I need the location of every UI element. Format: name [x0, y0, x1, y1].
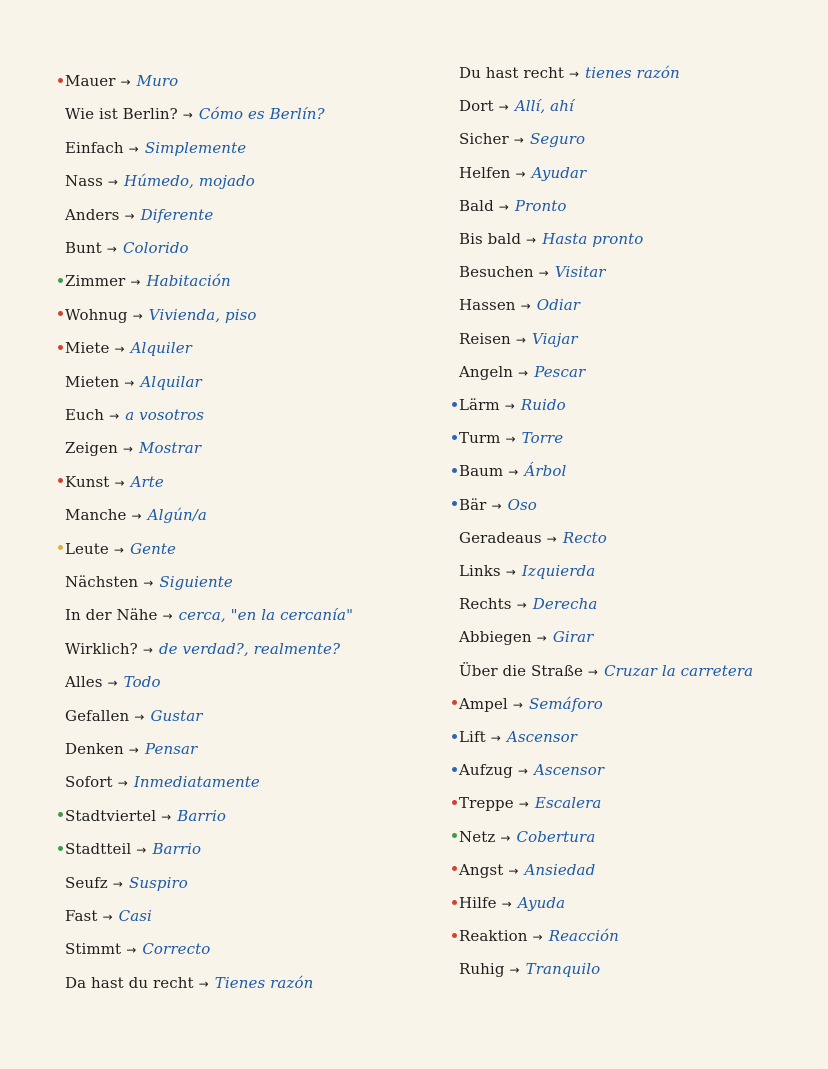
- vocab-entry: [452, 493, 537, 517]
- bullet-dot-icon: [58, 879, 63, 884]
- bullet-dot-icon: [452, 402, 457, 407]
- german-word: Anders: [65, 205, 120, 224]
- arrow-right-icon: →: [500, 830, 511, 845]
- bullet-dot-icon: [452, 601, 457, 606]
- vocab-entry: [452, 94, 574, 118]
- bullet-dot-icon: [58, 78, 63, 83]
- german-word: Hassen: [459, 296, 516, 315]
- vocab-entry: [58, 336, 192, 360]
- vocab-entry: [452, 858, 595, 882]
- spanish-translation: Odiar: [536, 296, 581, 315]
- vocab-entry: [58, 303, 257, 327]
- bullet-dot-icon: [58, 412, 63, 417]
- vocab-entry: [58, 69, 178, 93]
- vocab-entry: [452, 825, 595, 849]
- spanish-translation: Tienes razón: [214, 973, 314, 992]
- vocab-entry: [58, 670, 161, 694]
- bullet-dot-icon: [58, 846, 63, 851]
- german-word: Links: [459, 562, 501, 580]
- spanish-translation: Allí, ahí: [514, 97, 574, 116]
- spanish-translation: Ayuda: [517, 894, 566, 912]
- spanish-translation: Algún/a: [147, 506, 207, 525]
- bullet-dot-icon: [452, 767, 457, 772]
- bullet-dot-icon: [58, 278, 63, 283]
- arrow-right-icon: →: [509, 963, 520, 978]
- german-word: Bald: [459, 196, 494, 215]
- bullet-dot-icon: [58, 946, 63, 951]
- arrow-right-icon: →: [198, 976, 209, 991]
- spanish-translation: Cobertura: [516, 827, 596, 846]
- arrow-right-icon: →: [513, 133, 524, 148]
- arrow-right-icon: →: [114, 342, 125, 357]
- german-word: Bunt: [65, 239, 102, 257]
- bullet-dot-icon: [58, 445, 63, 450]
- german-word: Reaktion: [459, 927, 528, 946]
- arrow-right-icon: →: [536, 631, 547, 646]
- german-word: Stimmt: [65, 940, 122, 959]
- vocab-entry: [452, 393, 566, 417]
- german-word: Ruhig: [459, 960, 505, 979]
- bullet-dot-icon: [452, 534, 457, 539]
- spanish-translation: Pronto: [514, 196, 567, 215]
- arrow-right-icon: →: [161, 809, 172, 824]
- vocab-entry: [452, 791, 601, 815]
- spanish-translation: Torre: [521, 429, 564, 448]
- vocab-entry: [452, 592, 597, 616]
- spanish-translation: a vosotros: [125, 406, 205, 424]
- spanish-translation: Oso: [507, 495, 537, 514]
- arrow-right-icon: →: [117, 776, 128, 791]
- bullet-dot-icon: [452, 236, 457, 241]
- bullet-dot-icon: [452, 634, 457, 639]
- arrow-right-icon: →: [136, 843, 147, 858]
- spanish-translation: Escalera: [534, 794, 602, 813]
- vocab-entry: [58, 102, 325, 126]
- german-word: Abbiegen: [459, 628, 532, 647]
- german-word: Stadtteil: [65, 840, 132, 859]
- german-word: Bis bald: [459, 230, 522, 248]
- arrow-right-icon: →: [107, 175, 119, 190]
- vocab-entry: [58, 637, 340, 661]
- bullet-dot-icon: [58, 679, 63, 684]
- vocab-entry: [58, 570, 233, 594]
- bullet-dot-icon: [58, 545, 63, 550]
- bullet-dot-icon: [58, 111, 63, 116]
- arrow-right-icon: →: [518, 797, 529, 812]
- bullet-dot-icon: [58, 478, 63, 483]
- vocab-entry: [58, 370, 202, 394]
- arrow-right-icon: →: [126, 943, 137, 958]
- german-word: Nächsten: [65, 573, 139, 591]
- bullet-dot-icon: [452, 800, 457, 805]
- bullet-dot-icon: [452, 833, 457, 838]
- arrow-right-icon: →: [130, 275, 141, 290]
- spanish-translation: Ascensor: [533, 761, 605, 780]
- vocab-entry: [58, 470, 164, 494]
- vocab-entry: [452, 526, 607, 550]
- arrow-right-icon: →: [512, 697, 523, 712]
- arrow-right-icon: →: [490, 731, 501, 745]
- bullet-dot-icon: [452, 933, 457, 938]
- bullet-dot-icon: [452, 468, 457, 473]
- german-word: Lärm: [459, 396, 500, 414]
- german-word: In der Nähe: [65, 606, 158, 625]
- german-word: Treppe: [459, 794, 514, 813]
- arrow-right-icon: →: [508, 465, 519, 480]
- arrow-right-icon: →: [505, 565, 516, 579]
- spanish-translation: Diferente: [140, 205, 214, 224]
- vocab-entry: [58, 203, 213, 227]
- spanish-translation: Correcto: [142, 940, 211, 959]
- arrow-right-icon: →: [517, 764, 528, 779]
- arrow-right-icon: →: [501, 897, 512, 911]
- arrow-right-icon: →: [526, 233, 537, 247]
- vocab-entry: [452, 426, 563, 450]
- bullet-dot-icon: [452, 900, 457, 905]
- arrow-right-icon: →: [516, 598, 527, 613]
- spanish-translation: Cruzar la carretera: [604, 661, 754, 680]
- german-word: Wie ist Berlin?: [65, 105, 178, 124]
- arrow-right-icon: →: [515, 332, 526, 347]
- bullet-dot-icon: [452, 734, 457, 739]
- bullet-dot-icon: [452, 501, 457, 506]
- bullet-dot-icon: [58, 746, 63, 751]
- spanish-translation: Pescar: [534, 362, 586, 381]
- bullet-dot-icon: [58, 144, 63, 149]
- spanish-translation: Derecha: [532, 595, 598, 614]
- bullet-dot-icon: [452, 435, 457, 440]
- arrow-right-icon: →: [112, 876, 123, 891]
- arrow-right-icon: →: [124, 208, 135, 223]
- bullet-dot-icon: [452, 70, 457, 75]
- german-word: Hilfe: [459, 894, 497, 912]
- arrow-right-icon: →: [504, 399, 515, 413]
- german-word: Da hast du recht: [65, 973, 194, 992]
- spanish-translation: Árbol: [524, 462, 567, 481]
- bullet-dot-icon: [452, 866, 457, 871]
- arrow-right-icon: →: [498, 199, 509, 214]
- arrow-right-icon: →: [113, 542, 125, 557]
- spanish-translation: Reacción: [548, 927, 619, 946]
- spanish-translation: Habitación: [146, 272, 231, 291]
- bullet-dot-icon: [58, 512, 63, 517]
- german-word: Nass: [65, 172, 103, 191]
- german-word: Bär: [459, 495, 487, 514]
- spanish-translation: Barrio: [177, 806, 227, 825]
- spanish-translation: Recto: [562, 528, 607, 547]
- arrow-right-icon: →: [182, 108, 193, 123]
- spanish-translation: Muro: [136, 72, 179, 90]
- bullet-dot-icon: [58, 645, 63, 650]
- bullet-dot-icon: [58, 812, 63, 817]
- bullet-dot-icon: [58, 913, 63, 918]
- bullet-dot-icon: [452, 302, 457, 307]
- spanish-translation: Izquierda: [521, 562, 596, 580]
- spanish-translation: Girar: [552, 628, 594, 647]
- arrow-right-icon: →: [587, 664, 599, 679]
- arrow-right-icon: →: [508, 863, 519, 878]
- spanish-translation: Alquiler: [130, 339, 192, 358]
- arrow-right-icon: →: [491, 498, 502, 513]
- spanish-translation: Hasta pronto: [542, 230, 644, 248]
- bullet-dot-icon: [452, 269, 457, 274]
- german-word: Wohnug: [65, 305, 128, 324]
- arrow-right-icon: →: [538, 266, 549, 281]
- vocab-entry: [58, 436, 201, 460]
- vocab-entry: [452, 758, 604, 782]
- vocab-entry: [452, 957, 600, 981]
- arrow-right-icon: →: [518, 365, 529, 380]
- vocab-entry: [58, 269, 231, 293]
- german-word: Zeigen: [65, 439, 118, 458]
- german-word: Sofort: [65, 773, 113, 792]
- german-word: Mauer: [65, 72, 116, 90]
- arrow-right-icon: →: [515, 166, 526, 181]
- spanish-translation: de verdad?, realmente?: [158, 639, 341, 658]
- vocab-entry: [58, 837, 201, 861]
- arrow-right-icon: →: [143, 576, 154, 590]
- bullet-dot-icon: [452, 700, 457, 705]
- arrow-right-icon: →: [107, 676, 118, 691]
- spanish-translation: Semáforo: [529, 694, 603, 713]
- arrow-right-icon: →: [546, 531, 557, 546]
- german-word: Mieten: [65, 372, 120, 391]
- spanish-translation: Casi: [118, 907, 152, 925]
- arrow-right-icon: →: [131, 509, 142, 524]
- vocab-entry: [452, 360, 585, 384]
- arrow-right-icon: →: [520, 299, 531, 314]
- vocab-entry: [452, 127, 585, 151]
- spanish-translation: Todo: [123, 673, 161, 692]
- german-word: Euch: [65, 406, 105, 424]
- bullet-dot-icon: [452, 103, 457, 108]
- spanish-translation: Siguiente: [159, 573, 233, 591]
- vocab-entry: [452, 692, 603, 716]
- arrow-right-icon: →: [102, 910, 113, 924]
- arrow-right-icon: →: [569, 67, 580, 81]
- spanish-translation: Barrio: [152, 840, 202, 859]
- spanish-translation: tienes razón: [585, 64, 680, 82]
- spanish-translation: Ascensor: [506, 728, 578, 746]
- vocab-entry: [58, 169, 255, 193]
- vocab-entry: [58, 904, 152, 928]
- german-word: Wirklich?: [65, 639, 138, 658]
- spanish-translation: Ayudar: [531, 163, 587, 182]
- bullet-dot-icon: [58, 345, 63, 350]
- spanish-translation: Gente: [130, 539, 176, 558]
- german-word: Gefallen: [65, 706, 130, 725]
- arrow-right-icon: →: [134, 709, 145, 724]
- arrow-right-icon: →: [498, 100, 509, 115]
- bullet-dot-icon: [452, 568, 457, 573]
- arrow-right-icon: →: [132, 308, 143, 323]
- german-word: Netz: [459, 827, 496, 846]
- german-word: Lift: [459, 728, 486, 746]
- arrow-right-icon: →: [114, 475, 125, 490]
- bullet-dot-icon: [58, 245, 63, 250]
- german-word: Sicher: [459, 130, 509, 149]
- spanish-translation: Húmedo, mojado: [124, 172, 255, 191]
- bullet-dot-icon: [452, 169, 457, 174]
- arrow-right-icon: →: [122, 442, 133, 457]
- vocab-entry: [58, 971, 313, 995]
- arrow-right-icon: →: [128, 141, 139, 156]
- vocab-entry: [452, 194, 567, 218]
- german-word: Turm: [459, 429, 501, 448]
- vocab-entry: [452, 459, 566, 483]
- spanish-translation: Simplemente: [144, 138, 247, 157]
- bullet-dot-icon: [452, 667, 457, 672]
- german-word: Miete: [65, 339, 110, 358]
- german-word: Manche: [65, 506, 127, 525]
- spanish-translation: Alquilar: [140, 372, 202, 391]
- german-word: Rechts: [459, 595, 512, 614]
- vocab-entry: [452, 227, 643, 251]
- german-word: Ampel: [459, 694, 508, 713]
- vocab-entry: [58, 236, 189, 260]
- bullet-dot-icon: [58, 311, 63, 316]
- german-word: Alles: [65, 673, 103, 692]
- bullet-dot-icon: [452, 136, 457, 141]
- vocab-entry: [58, 704, 203, 728]
- bullet-dot-icon: [58, 211, 63, 216]
- vocab-entry: [58, 937, 210, 961]
- bullet-dot-icon: [58, 378, 63, 383]
- vocab-entry: [452, 659, 753, 683]
- spanish-translation: Seguro: [529, 130, 586, 149]
- arrow-right-icon: →: [106, 242, 117, 256]
- spanish-translation: Suspiro: [128, 873, 188, 892]
- vocab-entry: [452, 725, 577, 749]
- vocab-entry: [452, 161, 586, 185]
- spanish-translation: Gustar: [150, 706, 203, 725]
- spanish-translation: Inmediatamente: [133, 773, 260, 792]
- spanish-translation: Mostrar: [139, 439, 202, 458]
- vocab-entry: [452, 260, 606, 284]
- vocab-entry: [452, 327, 578, 351]
- vocab-entry: [58, 603, 353, 627]
- bullet-dot-icon: [58, 178, 63, 183]
- spanish-translation: Vivienda, piso: [148, 305, 257, 324]
- german-word: Einfach: [65, 138, 124, 157]
- german-word: Fast: [65, 907, 98, 925]
- vocab-entry: [58, 804, 226, 828]
- german-word: Helfen: [459, 163, 511, 182]
- bullet-dot-icon: [58, 979, 63, 984]
- german-word: Angeln: [459, 362, 514, 381]
- vocab-entry: [58, 871, 188, 895]
- bullet-dot-icon: [58, 779, 63, 784]
- bullet-dot-icon: [452, 368, 457, 373]
- bullet-dot-icon: [452, 202, 457, 207]
- vocab-entry: [58, 737, 197, 761]
- german-word: Leute: [65, 539, 109, 558]
- spanish-translation: Ruido: [520, 396, 566, 414]
- spanish-translation: Ansiedad: [524, 860, 596, 879]
- vocab-entry: [452, 891, 565, 915]
- german-word: Du hast recht: [459, 64, 564, 82]
- spanish-translation: Visitar: [554, 263, 606, 282]
- spanish-translation: Cómo es Berlín?: [198, 105, 325, 124]
- arrow-right-icon: →: [142, 642, 153, 657]
- bullet-dot-icon: [452, 335, 457, 340]
- german-word: Besuchen: [459, 263, 534, 282]
- bullet-dot-icon: [452, 966, 457, 971]
- german-word: Denken: [65, 740, 124, 758]
- arrow-right-icon: →: [128, 743, 139, 757]
- german-word: Dort: [459, 97, 494, 116]
- german-word: Reisen: [459, 329, 511, 348]
- vocab-entry: [58, 537, 176, 561]
- spanish-translation: Viajar: [531, 329, 578, 348]
- german-word: Geradeaus: [459, 528, 542, 547]
- german-word: Stadtviertel: [65, 806, 157, 825]
- vocab-entry: [452, 924, 619, 948]
- spanish-translation: Tranquilo: [525, 960, 601, 979]
- spanish-translation: Pensar: [144, 740, 198, 758]
- arrow-right-icon: →: [505, 432, 516, 447]
- vocab-entry: [452, 61, 680, 85]
- arrow-right-icon: →: [532, 930, 543, 945]
- german-word: Baum: [459, 462, 504, 481]
- bullet-dot-icon: [58, 712, 63, 717]
- german-word: Über die Straße: [459, 661, 583, 680]
- vocab-entry: [452, 559, 595, 583]
- vocab-entry: [58, 770, 260, 794]
- arrow-right-icon: →: [109, 409, 120, 423]
- bullet-dot-icon: [58, 612, 63, 617]
- vocab-entry: [58, 503, 207, 527]
- german-word: Aufzug: [459, 761, 513, 780]
- german-word: Zimmer: [65, 272, 126, 291]
- vocab-entry: [452, 625, 593, 649]
- vocab-entry: [58, 136, 246, 160]
- spanish-translation: Arte: [130, 472, 164, 491]
- arrow-right-icon: →: [162, 609, 173, 624]
- german-word: Kunst: [65, 472, 110, 491]
- bullet-dot-icon: [58, 579, 63, 584]
- spanish-translation: Colorido: [122, 239, 189, 257]
- arrow-right-icon: →: [120, 75, 131, 89]
- german-word: Seufz: [65, 873, 108, 892]
- spanish-translation: cerca, "en la cercanía": [178, 606, 354, 625]
- german-word: Angst: [459, 860, 504, 879]
- vocab-entry: [58, 403, 204, 427]
- arrow-right-icon: →: [124, 375, 135, 390]
- vocab-entry: [452, 293, 580, 317]
